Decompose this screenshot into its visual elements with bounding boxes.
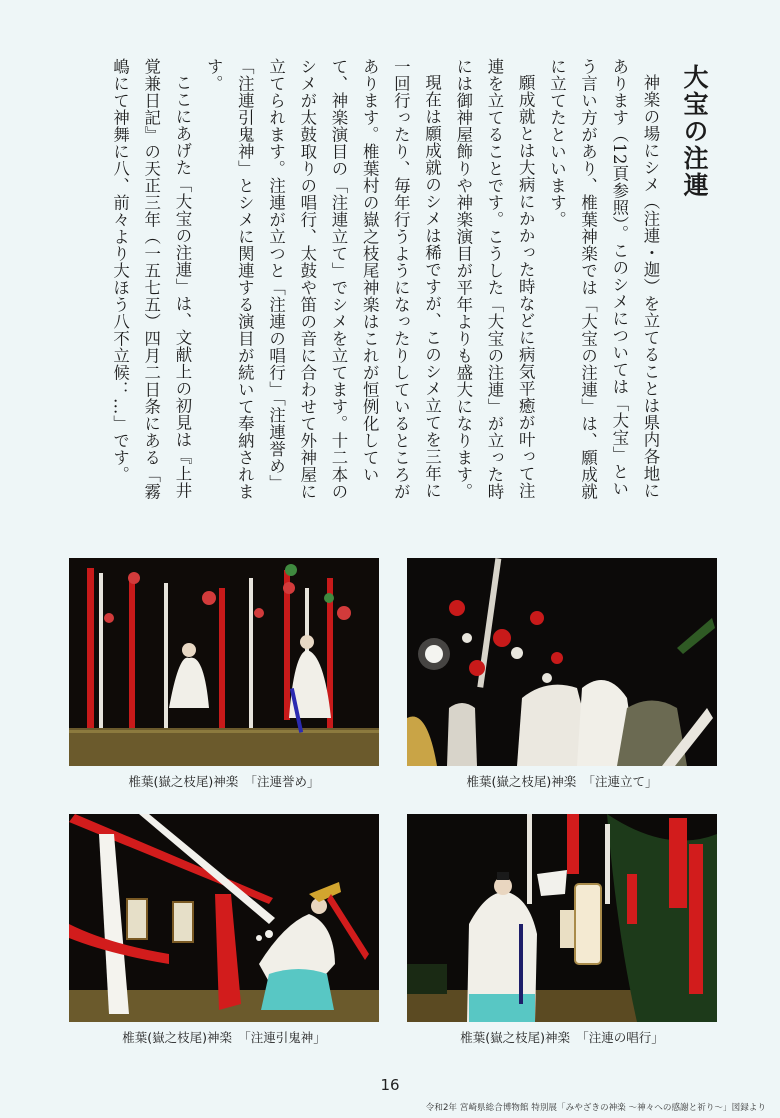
article-title: 大宝の注連 xyxy=(680,64,709,199)
page-number: 16 xyxy=(380,1076,400,1094)
photo-shime-shogyo xyxy=(407,814,717,1022)
caption-photo-4: 椎葉(嶽之枝尾)神楽 「注連の唱行」 xyxy=(460,1030,664,1045)
photo-shime-shogyo-image xyxy=(407,814,717,1022)
photo-shime-home-image xyxy=(69,558,379,766)
caption-photo-3: 椎葉(嶽之枝尾)神楽 「注連引鬼神」 xyxy=(122,1030,326,1045)
caption-photo-2: 椎葉(嶽之枝尾)神楽 「注連立て」 xyxy=(466,774,658,789)
page-footer: 令和2年 宮崎県総合博物館 特別展「みやざきの神楽 ～神々への感謝と祈り～」図録より xyxy=(425,1103,766,1113)
photo-shime-tate-image xyxy=(407,558,717,766)
paragraph-1: 神楽の場にシメ（注連・迦）を立てることは県内各地にあります（12頁参照）。このシメについては「大宝」という言い方があり、椎葉神楽では「大宝の注連」は、願成就に立てたといいます。 xyxy=(547,58,660,500)
photo-shime-hikioni-image xyxy=(69,814,379,1022)
article-body xyxy=(74,58,714,506)
photo-shime-tate xyxy=(407,558,717,766)
photo-shime-hikioni xyxy=(69,814,379,1022)
caption-photo-1: 椎葉(嶽之枝尾)神楽 「注連誉め」 xyxy=(128,774,320,789)
paragraph-4: ここにあげた「大宝の注連」は、文献上の初見は『上井覚兼日記』の天正三年（一五七五）四月二日条にある「霧嶋にて神舞に八、前々より大ほう八不立候：…」です。 xyxy=(110,58,192,500)
paragraph-3: 現在は願成就のシメは稀ですが、このシメ立てを三年に一回行ったり、毎年行うようになったりしているところがあります。椎葉村の嶽之枝尾神楽はこれが恒例化していて、神楽演目の「注連立て」でシメを立てます。十二本のシメが太鼓取りの唱行、太鼓や笛の音に合わせて外神屋に立てられます。注連が立つと「注連の唱行」「注連誉め」「注連引鬼神」とシメに関連する演目が続いて奉納されます。 xyxy=(204,58,442,500)
paragraph-2: 願成就とは大病にかかった時などに病気平癒が叶って注連を立てることです。こうした「大宝の注連」が立った時には御神屋飾りや神楽演目が平年よりも盛大になります。 xyxy=(453,58,536,500)
photo-shime-home xyxy=(69,558,379,766)
